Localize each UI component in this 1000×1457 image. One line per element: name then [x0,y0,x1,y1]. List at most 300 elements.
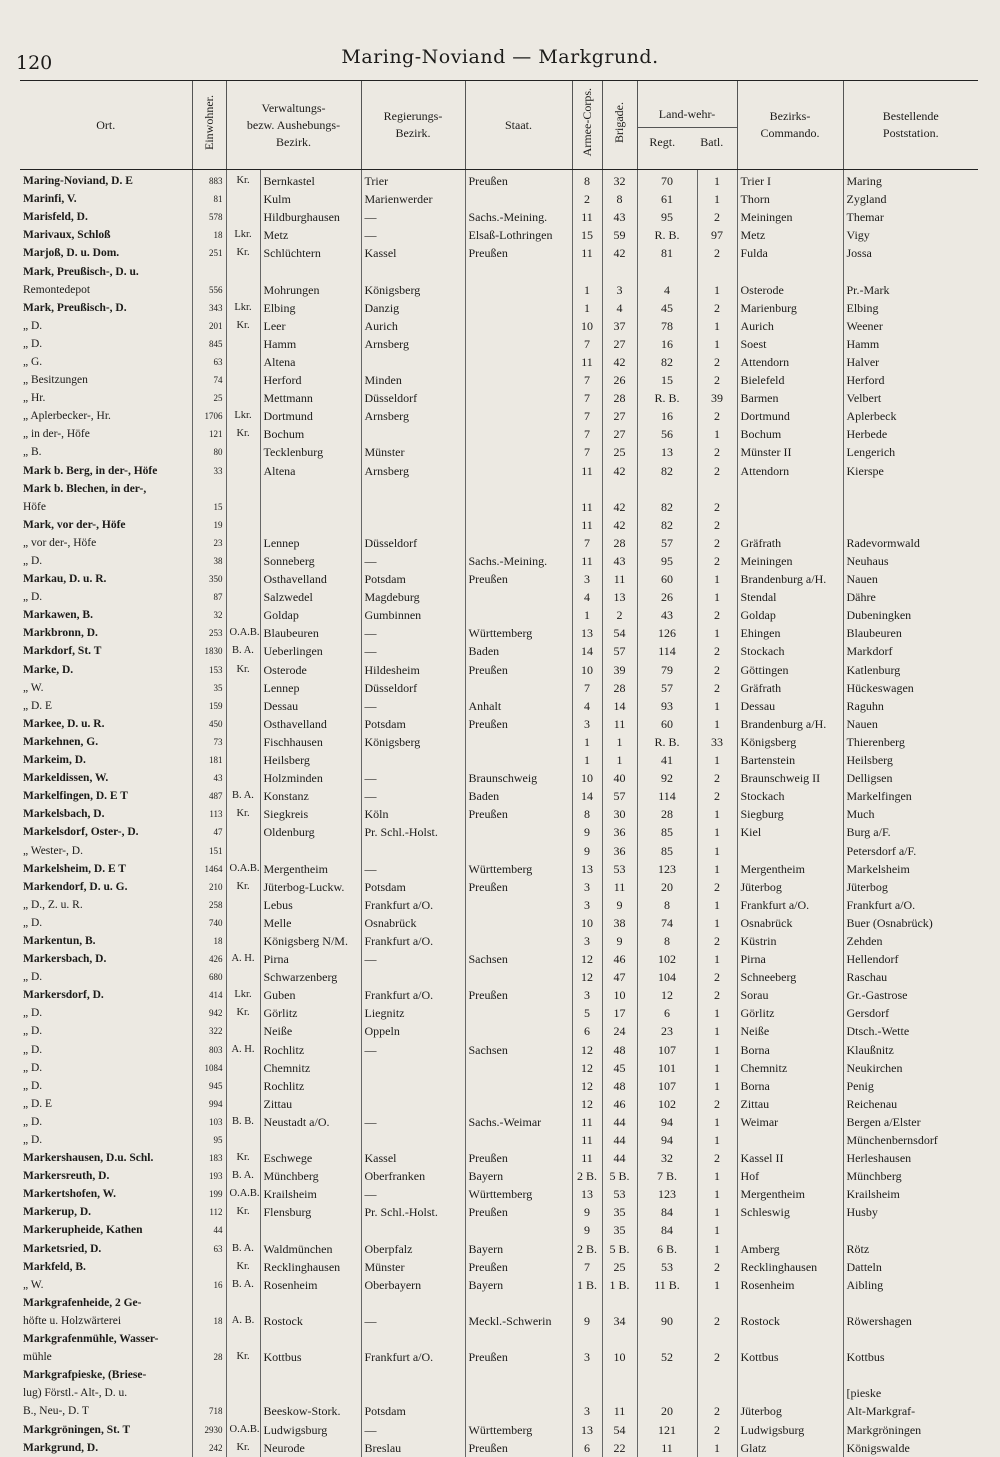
poststation-cell: Vigy [843,226,978,244]
regierungsbezirk-cell: Potsdam [361,570,465,588]
landwehr-regiment-cell: 13 [637,443,697,461]
regierungsbezirk-cell [361,1330,465,1348]
poststation-cell [843,262,978,280]
landwehr-bataillon-cell: 1 [697,860,737,878]
bezirkskommando-cell: Rosenheim [737,1276,843,1294]
landwehr-regiment-cell: 53 [637,1258,697,1276]
place-name: Markau, D. u. R. [23,573,107,586]
staat-cell [465,443,572,461]
place-name: „ D. [23,971,43,984]
staat-cell [465,480,572,498]
landwehr-regiment-cell: 43 [637,606,697,624]
table-row [20,606,978,624]
place-name: „ D. [23,337,43,350]
regierungsbezirk-cell: Pr. Schl.-Holst. [361,823,465,841]
landwehr-bataillon-cell: 2 [697,642,737,660]
verwaltungsbezirk-cell: Herford [260,371,361,389]
table-row [20,1276,978,1294]
armee-corps-cell: 3 [572,896,602,914]
staat-cell: Preußen [465,986,572,1004]
armee-corps-cell: 14 [572,787,602,805]
brigade-cell: 36 [602,823,637,841]
bezirkskommando-cell: Siegburg [737,805,843,823]
bezirkskommando-cell: Mergentheim [737,860,843,878]
ort-cell [20,1221,192,1239]
armee-corps-cell: 1 [572,606,602,624]
brigade-cell: 57 [602,642,637,660]
table-row [20,932,978,950]
verwaltung-kind-cell [226,715,260,733]
table-row [20,317,978,335]
bezirkskommando-cell: Dessau [737,697,843,715]
bezirkskommando-cell: Gräfrath [737,534,843,552]
header-brigade: Brigade. [602,81,637,170]
armee-corps-cell [572,480,602,498]
landwehr-regiment-cell: 16 [637,335,697,353]
table-row [20,1348,978,1366]
verwaltung-kind-cell [226,1221,260,1239]
armee-corps-cell: 7 [572,679,602,697]
bezirkskommando-cell: Osnabrück [737,914,843,932]
verwaltungsbezirk-cell: Waldmünchen [260,1240,361,1258]
landwehr-bataillon-cell [697,1384,737,1402]
table-row [20,624,978,642]
brigade-cell: 43 [602,552,637,570]
einwohner-cell [192,480,226,498]
ort-cell [20,1077,192,1095]
place-name: Markfeld, B. [23,1260,86,1273]
regierungsbezirk-cell: — [361,1113,465,1131]
ort-cell [20,1059,192,1077]
verwaltungsbezirk-cell: Neustadt a/O. [260,1113,361,1131]
verwaltungsbezirk-cell: Siegkreis [260,805,361,823]
regierungsbezirk-cell [361,1384,465,1402]
einwohner-cell: 1706 [192,407,226,425]
place-name: Mark, Preußisch-, D. [23,301,127,314]
bezirkskommando-cell: Königsberg [737,733,843,751]
verwaltungsbezirk-cell: Dortmund [260,407,361,425]
brigade-cell: 47 [602,968,637,986]
brigade-cell: 42 [602,244,637,262]
einwohner-cell: 33 [192,462,226,480]
landwehr-regiment-cell: 102 [637,950,697,968]
verwaltung-kind-cell [226,733,260,751]
ort-cell [20,697,192,715]
verwaltungsbezirk-cell: Mergentheim [260,860,361,878]
landwehr-regiment-cell: R. B. [637,226,697,244]
bezirkskommando-cell: Pirna [737,950,843,968]
landwehr-regiment-cell: 8 [637,896,697,914]
verwaltungsbezirk-cell: Holzminden [260,769,361,787]
bezirkskommando-cell: Stockach [737,642,843,660]
landwehr-regiment-cell: 95 [637,552,697,570]
brigade-cell: 35 [602,1203,637,1221]
landwehr-regiment-cell: 60 [637,715,697,733]
brigade-cell [602,1366,637,1384]
verwaltungsbezirk-cell: Schwarzenberg [260,968,361,986]
bezirkskommando-cell: Brandenburg a/H. [737,715,843,733]
regierungsbezirk-cell: Potsdam [361,1402,465,1420]
bezirkskommando-cell: Brandenburg a/H. [737,570,843,588]
landwehr-bataillon-cell: 2 [697,1095,737,1113]
einwohner-cell: 845 [192,335,226,353]
brigade-cell: 13 [602,588,637,606]
brigade-cell: 5 B. [602,1240,637,1258]
table-row [20,823,978,841]
header-staat: Staat. [465,81,572,170]
landwehr-bataillon-cell: 2 [697,443,737,461]
landwehr-bataillon-cell: 2 [697,661,737,679]
verwaltungsbezirk-cell: Fischhausen [260,733,361,751]
bezirkskommando-cell [737,1330,843,1348]
armee-corps-cell: 11 [572,552,602,570]
staat-cell: Württemberg [465,1420,572,1438]
table-row [20,208,978,226]
place-name: Markdorf, St. T [23,645,102,658]
verwaltung-kind-cell [226,588,260,606]
poststation-cell: Markgröningen [843,1420,978,1438]
landwehr-bataillon-cell: 39 [697,389,737,407]
einwohner-cell: 81 [192,190,226,208]
landwehr-bataillon-cell: 2 [697,407,737,425]
bezirkskommando-cell: Jüterbog [737,878,843,896]
regierungsbezirk-cell: Liegnitz [361,1004,465,1022]
regierungsbezirk-cell: Arnsberg [361,462,465,480]
landwehr-regiment-cell: 95 [637,208,697,226]
einwohner-cell: 74 [192,371,226,389]
poststation-cell [843,1330,978,1348]
poststation-cell: Aibling [843,1276,978,1294]
landwehr-regiment-cell: 107 [637,1041,697,1059]
staat-cell: Anhalt [465,697,572,715]
place-name: Markgröningen, St. T [23,1423,131,1436]
brigade-cell: 9 [602,896,637,914]
bezirkskommando-cell: Weimar [737,1113,843,1131]
staat-cell [465,371,572,389]
regierungsbezirk-cell: Königsberg [361,733,465,751]
einwohner-cell: 183 [192,1149,226,1167]
staat-cell [465,1131,572,1149]
ort-cell [20,1149,192,1167]
table-row [20,1366,978,1384]
brigade-cell: 39 [602,661,637,679]
einwohner-cell: 43 [192,769,226,787]
einwohner-cell [192,1294,226,1312]
landwehr-bataillon-cell [697,262,737,280]
ort-cell [20,1276,192,1294]
verwaltungsbezirk-cell: Blaubeuren [260,624,361,642]
armee-corps-cell: 12 [572,950,602,968]
staat-cell [465,190,572,208]
bezirkskommando-cell: Stendal [737,588,843,606]
bezirkskommando-cell: Thorn [737,190,843,208]
poststation-cell: Herbede [843,425,978,443]
table-row [20,878,978,896]
staat-cell [465,588,572,606]
landwehr-regiment-cell: 57 [637,679,697,697]
staat-cell: Baden [465,642,572,660]
landwehr-bataillon-cell: 1 [697,1240,737,1258]
ort-cell [20,170,192,191]
brigade-cell: 46 [602,950,637,968]
gazetteer-table [20,80,978,1457]
poststation-cell: Raguhn [843,697,978,715]
einwohner-cell: 35 [192,679,226,697]
place-name: Markelsheim, D. E T [23,862,126,875]
brigade-cell: 3 [602,281,637,299]
bezirkskommando-cell [737,1294,843,1312]
einwohner-cell [192,262,226,280]
staat-cell: Sachsen [465,1041,572,1059]
place-name: Mark, Preußisch-, D. u. [23,265,139,278]
staat-cell [465,462,572,480]
poststation-cell: Markdorf [843,642,978,660]
table-row [20,1149,978,1167]
verwaltung-kind-cell: Lkr. [226,986,260,1004]
regierungsbezirk-cell: Breslau [361,1439,465,1457]
table-row [20,480,978,498]
armee-corps-cell: 12 [572,1059,602,1077]
verwaltungsbezirk-cell: Pirna [260,950,361,968]
poststation-cell: Alt-Markgraf- [843,1402,978,1420]
regierungsbezirk-cell: Königsberg [361,281,465,299]
einwohner-cell: 159 [192,697,226,715]
poststation-cell: Weener [843,317,978,335]
einwohner-cell: 740 [192,914,226,932]
regierungsbezirk-cell [361,353,465,371]
verwaltung-kind-cell: Kr. [226,1258,260,1276]
verwaltung-kind-cell: Lkr. [226,299,260,317]
armee-corps-cell: 11 [572,462,602,480]
staat-cell [465,516,572,534]
verwaltung-kind-cell [226,552,260,570]
poststation-cell: Delligsen [843,769,978,787]
staat-cell [465,896,572,914]
staat-cell: Elsaß-Lothringen [465,226,572,244]
brigade-cell: 27 [602,425,637,443]
brigade-cell: 44 [602,1113,637,1131]
table-row [20,787,978,805]
poststation-cell: Reichenau [843,1095,978,1113]
verwaltung-kind-cell [226,498,260,516]
place-name: „ D. E [23,699,53,712]
armee-corps-cell: 4 [572,588,602,606]
ort-cell [20,226,192,244]
regierungsbezirk-cell [361,516,465,534]
ort-cell [20,1131,192,1149]
header-ort: Ort. [20,81,192,170]
table-row [20,1402,978,1420]
header-verwaltung: Verwaltungs- bezw. Aushebungs- Bezirk. [226,81,361,170]
verwaltungsbezirk-cell: Rosenheim [260,1276,361,1294]
ort-cell [20,498,192,516]
bezirkskommando-cell: Kassel II [737,1149,843,1167]
staat-cell: Bayern [465,1240,572,1258]
brigade-cell: 35 [602,1221,637,1239]
armee-corps-cell: 1 [572,751,602,769]
staat-cell [465,1004,572,1022]
einwohner-cell: 414 [192,986,226,1004]
place-name: „ vor der-, Höfe [23,536,97,549]
landwehr-bataillon-cell: 1 [697,823,737,841]
bezirkskommando-cell: Borna [737,1077,843,1095]
brigade-cell: 5 B. [602,1167,637,1185]
landwehr-bataillon-cell: 1 [697,1077,737,1095]
regierungsbezirk-cell: — [361,950,465,968]
ort-cell [20,317,192,335]
ort-cell [20,1167,192,1185]
ort-cell [20,1439,192,1457]
ort-cell [20,588,192,606]
landwehr-regiment-cell: 15 [637,371,697,389]
brigade-cell: 17 [602,1004,637,1022]
bezirkskommando-cell: Marienburg [737,299,843,317]
regierungsbezirk-cell [361,1131,465,1149]
poststation-cell [843,1221,978,1239]
verwaltungsbezirk-cell: Ludwigsburg [260,1420,361,1438]
poststation-cell: Münchberg [843,1167,978,1185]
staat-cell: Sachsen [465,950,572,968]
bezirkskommando-cell: Soest [737,335,843,353]
ort-cell [20,208,192,226]
poststation-cell: Dtsch.-Wette [843,1022,978,1040]
einwohner-cell: 73 [192,733,226,751]
table-row [20,968,978,986]
landwehr-regiment-cell: 41 [637,751,697,769]
brigade-cell: 28 [602,679,637,697]
landwehr-bataillon-cell: 1 [697,170,737,191]
regierungsbezirk-cell: — [361,1312,465,1330]
verwaltung-kind-cell [226,968,260,986]
ort-cell [20,1203,192,1221]
armee-corps-cell: 2 B. [572,1240,602,1258]
brigade-cell: 10 [602,1348,637,1366]
poststation-cell: Katlenburg [843,661,978,679]
ort-cell [20,1402,192,1420]
brigade-cell: 59 [602,226,637,244]
einwohner-cell: 113 [192,805,226,823]
armee-corps-cell: 3 [572,878,602,896]
landwehr-bataillon-cell: 1 [697,896,737,914]
landwehr-regiment-cell: 79 [637,661,697,679]
verwaltung-kind-cell [226,896,260,914]
poststation-cell: Maring [843,170,978,191]
einwohner-cell: 1464 [192,860,226,878]
table-row [20,588,978,606]
regierungsbezirk-cell: Trier [361,170,465,191]
table-row [20,281,978,299]
poststation-cell: Penig [843,1077,978,1095]
poststation-cell [843,498,978,516]
verwaltung-kind-cell: Kr. [226,425,260,443]
einwohner-cell: 181 [192,751,226,769]
landwehr-bataillon-cell: 2 [697,516,737,534]
staat-cell: Preußen [465,878,572,896]
brigade-cell: 37 [602,317,637,335]
armee-corps-cell: 3 [572,932,602,950]
landwehr-bataillon-cell: 2 [697,968,737,986]
regierungsbezirk-cell [361,1095,465,1113]
verwaltung-kind-cell: Kr. [226,1439,260,1457]
armee-corps-cell: 9 [572,823,602,841]
bezirkskommando-cell: Meiningen [737,208,843,226]
verwaltung-kind-cell [226,697,260,715]
armee-corps-cell [572,262,602,280]
armee-corps-cell [572,1294,602,1312]
einwohner-cell: 25 [192,389,226,407]
verwaltungsbezirk-cell: Bernkastel [260,170,361,191]
landwehr-bataillon-cell: 2 [697,371,737,389]
brigade-cell: 27 [602,407,637,425]
landwehr-regiment-cell [637,1330,697,1348]
brigade-cell: 28 [602,389,637,407]
armee-corps-cell: 11 [572,353,602,371]
armee-corps-cell: 2 B. [572,1167,602,1185]
bezirkskommando-cell: Metz [737,226,843,244]
landwehr-regiment-cell: 23 [637,1022,697,1040]
brigade-cell [602,1384,637,1402]
ort-cell [20,1294,192,1312]
verwaltungsbezirk-cell: Hamm [260,335,361,353]
einwohner-cell: 578 [192,208,226,226]
ort-cell [20,1258,192,1276]
place-name: „ B. [23,446,42,459]
place-name: Markentun, B. [23,934,96,947]
ort-cell [20,570,192,588]
staat-cell [465,968,572,986]
staat-cell [465,733,572,751]
ort-cell [20,950,192,968]
poststation-cell: Neuhaus [843,552,978,570]
bezirkskommando-cell [737,1221,843,1239]
place-name: Markertshofen, W. [23,1188,116,1201]
bezirkskommando-cell: Rostock [737,1312,843,1330]
landwehr-bataillon-cell: 2 [697,1402,737,1420]
poststation-cell: Raschau [843,968,978,986]
brigade-cell: 42 [602,498,637,516]
landwehr-bataillon-cell: 1 [697,1004,737,1022]
table-row [20,1167,978,1185]
bezirkskommando-cell: Attendorn [737,353,843,371]
poststation-cell: Jossa [843,244,978,262]
bezirkskommando-cell: Bochum [737,425,843,443]
regierungsbezirk-cell: Arnsberg [361,407,465,425]
brigade-cell: 11 [602,878,637,896]
regierungsbezirk-cell [361,968,465,986]
poststation-cell: Gersdorf [843,1004,978,1022]
brigade-cell: 32 [602,170,637,191]
place-name: „ D., Z. u. R. [23,898,83,911]
poststation-cell: [pieske [843,1384,978,1402]
place-name: Remontedepot [23,283,91,296]
einwohner-cell: 153 [192,661,226,679]
verwaltung-kind-cell [226,371,260,389]
landwehr-regiment-cell [637,1294,697,1312]
poststation-cell: Dähre [843,588,978,606]
header-einwohner: Einwohner. [192,81,226,170]
landwehr-bataillon-cell: 1 [697,1185,737,1203]
verwaltung-kind-cell: O.A.B. [226,1185,260,1203]
brigade-cell: 14 [602,697,637,715]
regierungsbezirk-cell: — [361,787,465,805]
brigade-cell: 22 [602,1439,637,1457]
verwaltung-kind-cell: B. A. [226,1276,260,1294]
verwaltungsbezirk-cell: Osthavelland [260,715,361,733]
bezirkskommando-cell: Aurich [737,317,843,335]
bezirkskommando-cell: Chemnitz [737,1059,843,1077]
poststation-cell: Jüterbog [843,878,978,896]
staat-cell [465,823,572,841]
